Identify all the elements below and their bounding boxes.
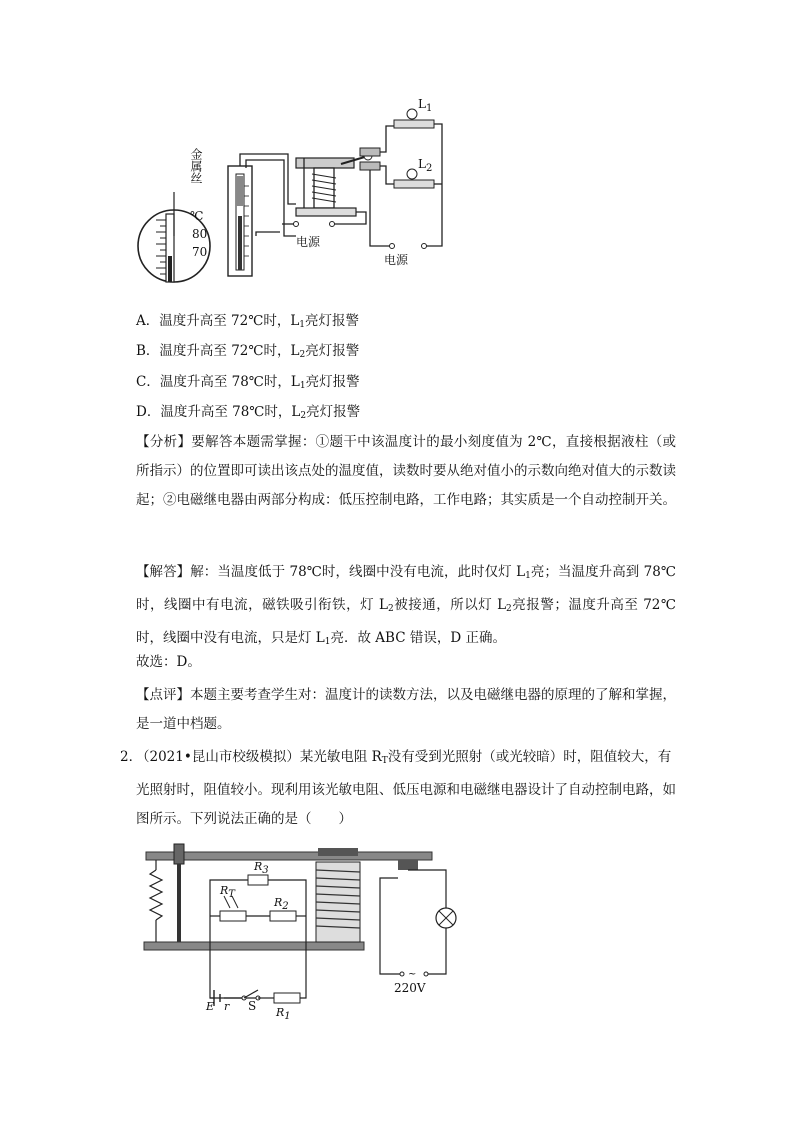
thermometer	[228, 166, 252, 276]
option-d: D．温度升高至 78℃时，$L_2$亮灯报警	[136, 404, 361, 421]
photoresistor-rt	[220, 911, 246, 921]
r1-label: R1	[276, 1006, 291, 1022]
lamp-l1-label: $L_1$	[418, 97, 433, 114]
r3-label: R3	[254, 860, 269, 876]
s-label: S	[248, 999, 257, 1013]
working-wires	[380, 870, 446, 974]
e-label: E	[206, 1000, 215, 1013]
tick-70-label: 70	[192, 245, 208, 259]
coil	[316, 862, 360, 942]
option-b: B．温度升高至 72℃时，$L_2$亮灯报警	[136, 343, 360, 360]
voltage-label: 220V	[394, 981, 426, 995]
lamp-l2-label: $L_2$	[418, 157, 433, 174]
answer-tag: 【解答】	[136, 564, 191, 580]
ac-symbol: ~	[408, 969, 417, 980]
metal-wire-label: 金属丝	[189, 148, 203, 184]
resistor-r1	[274, 993, 300, 1003]
analysis-paragraph: 【分析】要解答本题需掌握：①题干中该温度计的最小刻度值为 2℃，直接根据液柱（或所指示）的位置即可读出该点处的温度值，读数时要从绝对值小的示数向绝对值大的示数读起；②电磁继电器由两部分构成：低压控制电路，工作电路；其实质是一个自动控制开关。	[136, 434, 677, 508]
r-label: r	[224, 1000, 230, 1013]
analysis-tag: 【分析】	[136, 434, 192, 450]
answer-paragraph: 【解答】解：当温度低于 78℃时，线圈中没有电流，此时仅灯 $L_1$亮；当温度升高到 78℃时，线圈中有电流，磁铁吸引衔铁，灯 $L_2$被接通，所以灯 $L_2$亮报警；温度升高至 72℃时，线圈中没有电流，只是灯 $L_1$亮．故 ABC 错误，D 正确。	[136, 564, 677, 647]
power-label-2: 电源	[384, 253, 409, 267]
spring	[150, 860, 162, 942]
r2-label: R2	[274, 896, 289, 912]
relay	[296, 148, 380, 216]
question-number: 2．	[120, 749, 143, 765]
lamp	[436, 908, 456, 928]
comment-tag: 【点评】	[136, 687, 190, 703]
comment-paragraph: 【点评】本题主要考查学生对：温度计的读数方法，以及电磁继电器的原理的了解和掌握，是一道中档题。	[136, 687, 676, 732]
option-a: A．温度升高至 72℃时，$L_1$亮灯报警	[136, 313, 360, 330]
resistor-r2	[270, 911, 296, 921]
power-label-1: 电源	[296, 235, 321, 249]
tick-80-label: 80	[192, 227, 208, 241]
option-c: C．温度升高至 78℃时，$L_1$亮灯报警	[136, 374, 360, 391]
rt-label: RT	[220, 884, 235, 900]
resistor-r3	[248, 875, 268, 885]
figure-photoresistor-circuit	[140, 838, 460, 1023]
choice-line: 故选：D。	[136, 654, 201, 670]
figure-thermometer-relay	[136, 96, 476, 296]
unit-label: ℃	[190, 209, 204, 223]
question-2: 2． （2021•昆山市校级模拟）某光敏电阻 $R_T$没有受到光照射（或光较暗）时，阻值较大，有光照射时，阻值较小。现利用该光敏电阻、低压电源和电磁继电器设计了自动控制电路，如图所示。下列说法正确的是（ ）	[120, 743, 676, 834]
